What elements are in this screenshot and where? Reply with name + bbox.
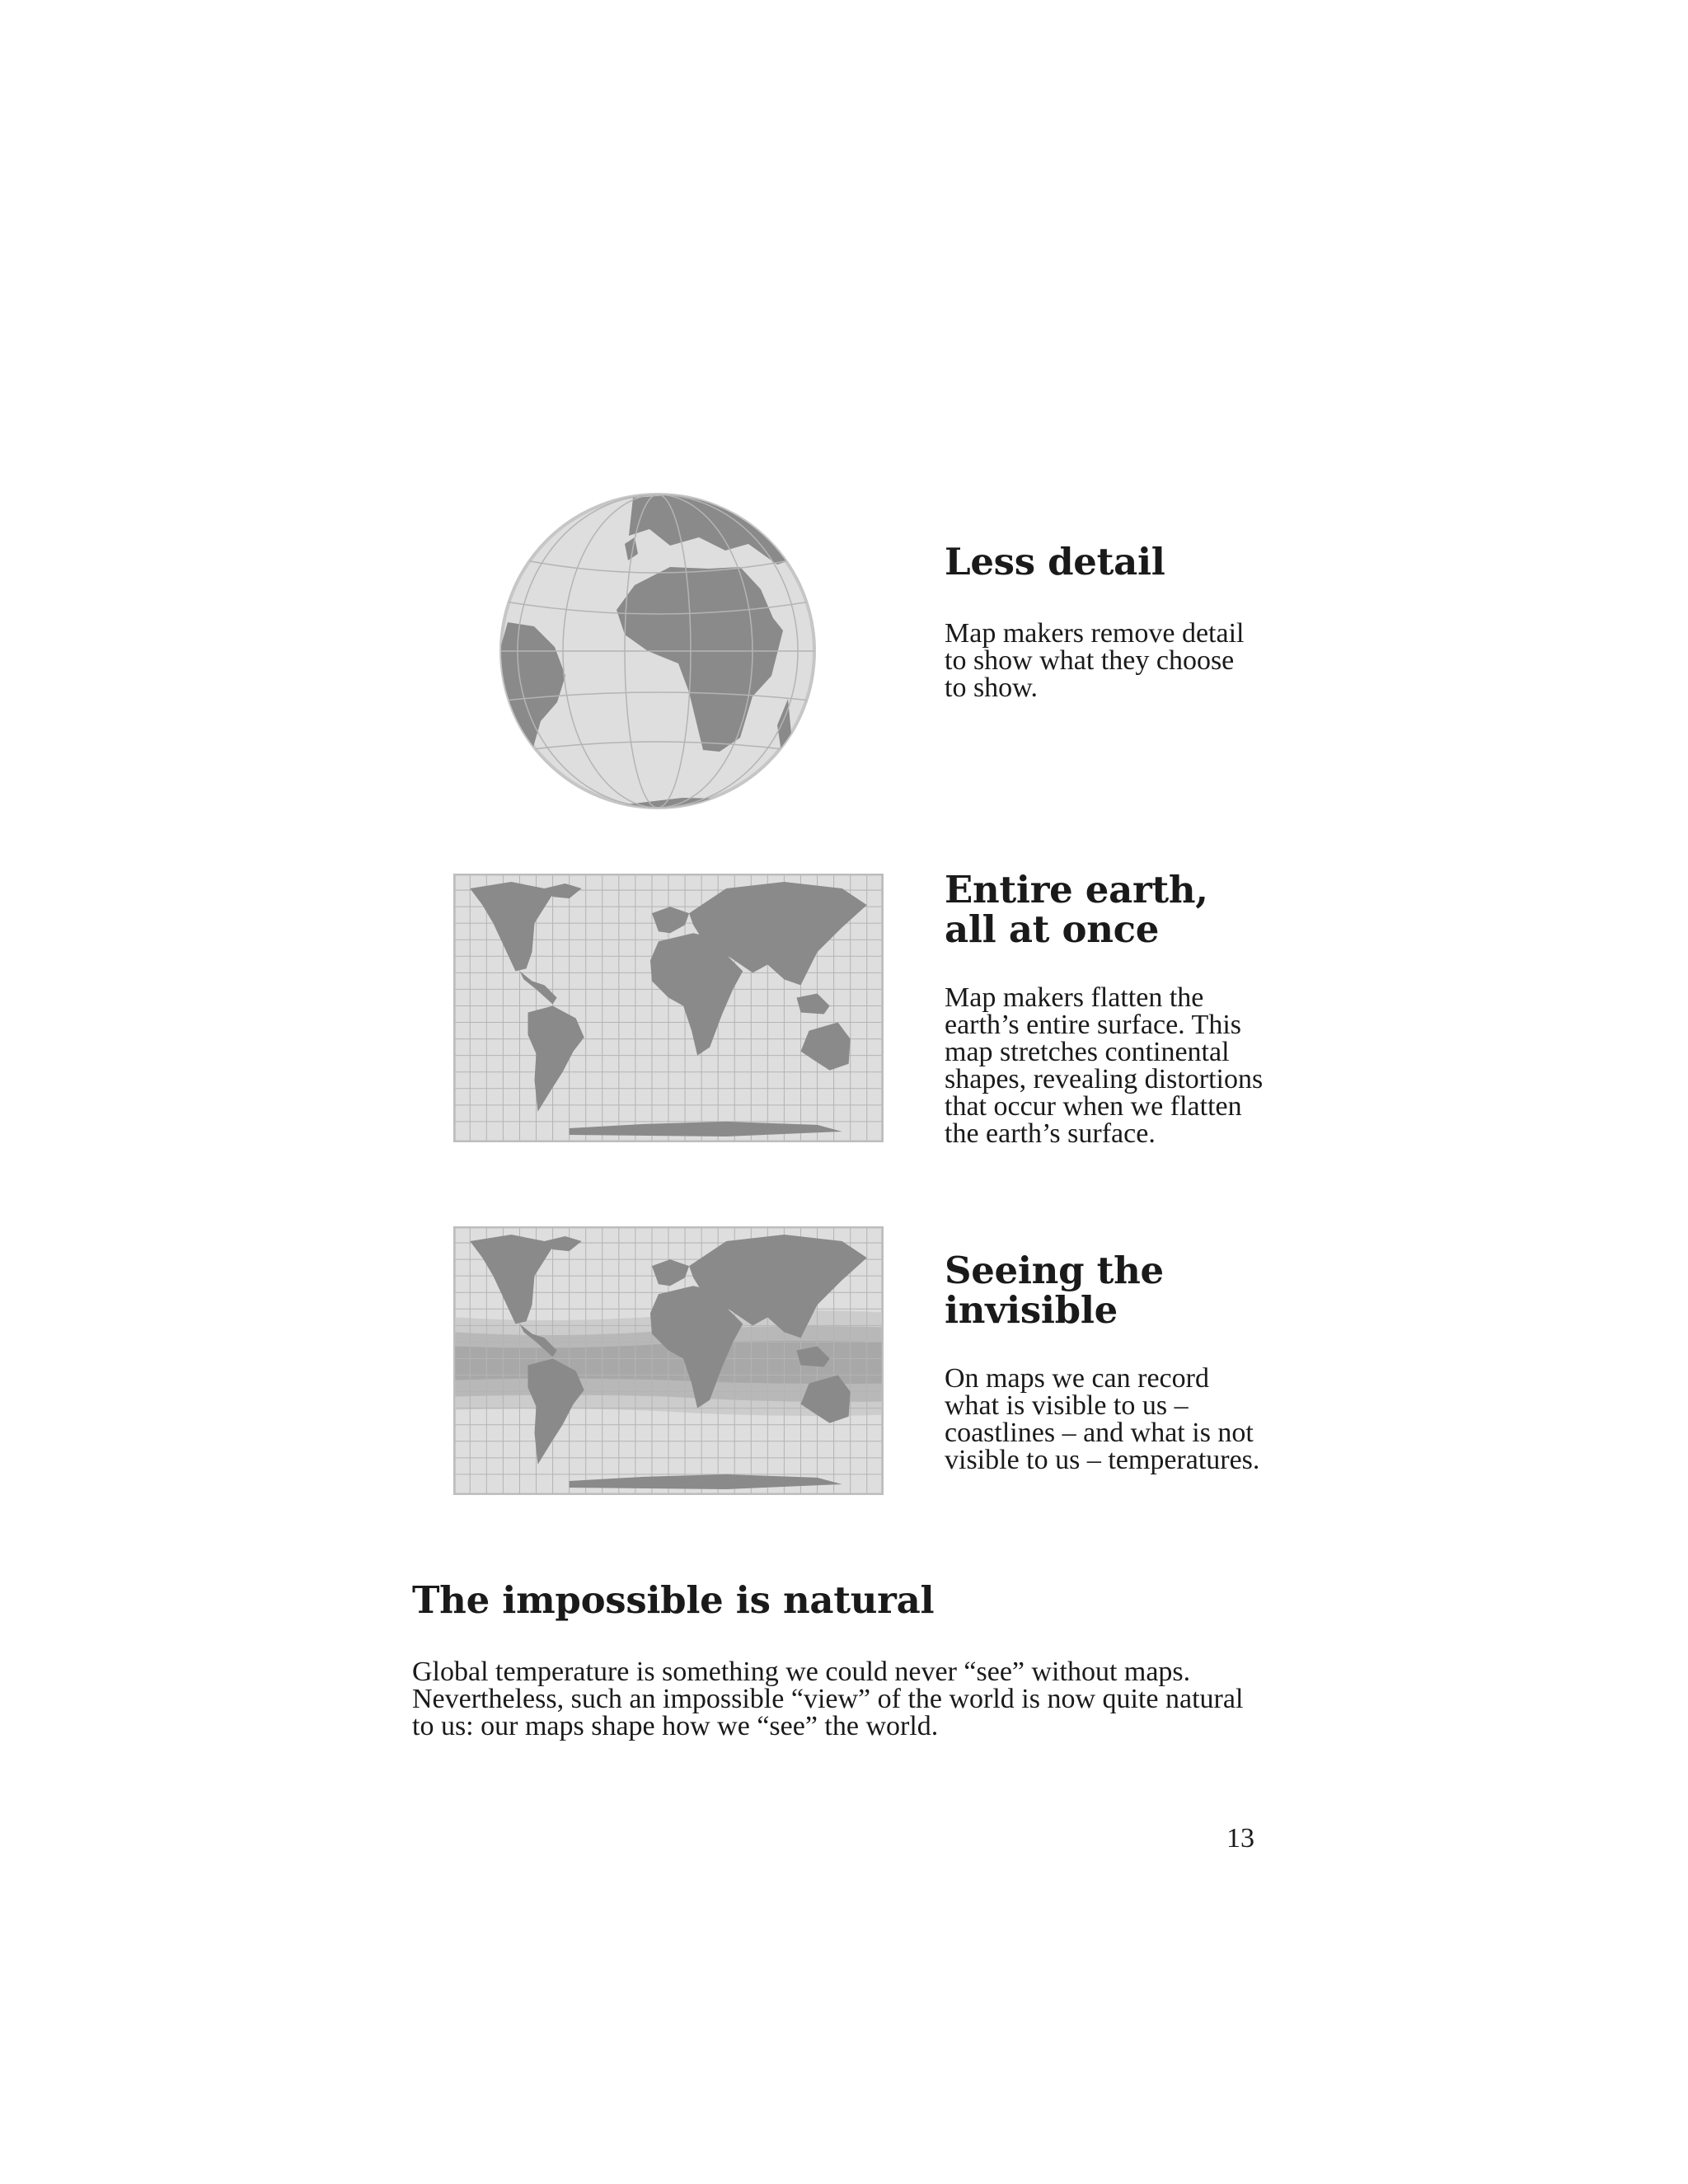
section-1-text: Map makers remove detail to show what they choose to show. <box>945 618 1245 703</box>
section-1-heading: Less detail <box>945 540 1165 583</box>
page-number: 13 <box>1226 1823 1254 1854</box>
section-3-heading: Seeing the invisible <box>945 1249 1164 1332</box>
conclusion-text: Global temperature is something we could never “see” without maps. Nevertheless, such an impossible “view” of the world is now quite natural to us: our maps shape how we “see” the world. <box>412 1657 1244 1741</box>
section-2-heading: Entire earth, all at once <box>945 868 1208 951</box>
section-2-text: Map makers flatten the earth’s entire surface. This map stretches continental shapes, revealing distortions that occur when we flatten the earth’s surface. <box>945 982 1264 1149</box>
temperature-map-figure <box>453 1226 884 1495</box>
world-map-figure <box>453 874 884 1142</box>
temperature-map-icon <box>453 1226 884 1495</box>
world-map-icon <box>453 874 884 1142</box>
conclusion-heading: The impossible is natural <box>412 1578 935 1622</box>
globe-icon <box>493 486 823 816</box>
section-3-text: On maps we can record what is visible to us – coastlines – and what is not visible to us – temperatures. <box>945 1363 1260 1475</box>
globe-figure <box>493 486 823 816</box>
